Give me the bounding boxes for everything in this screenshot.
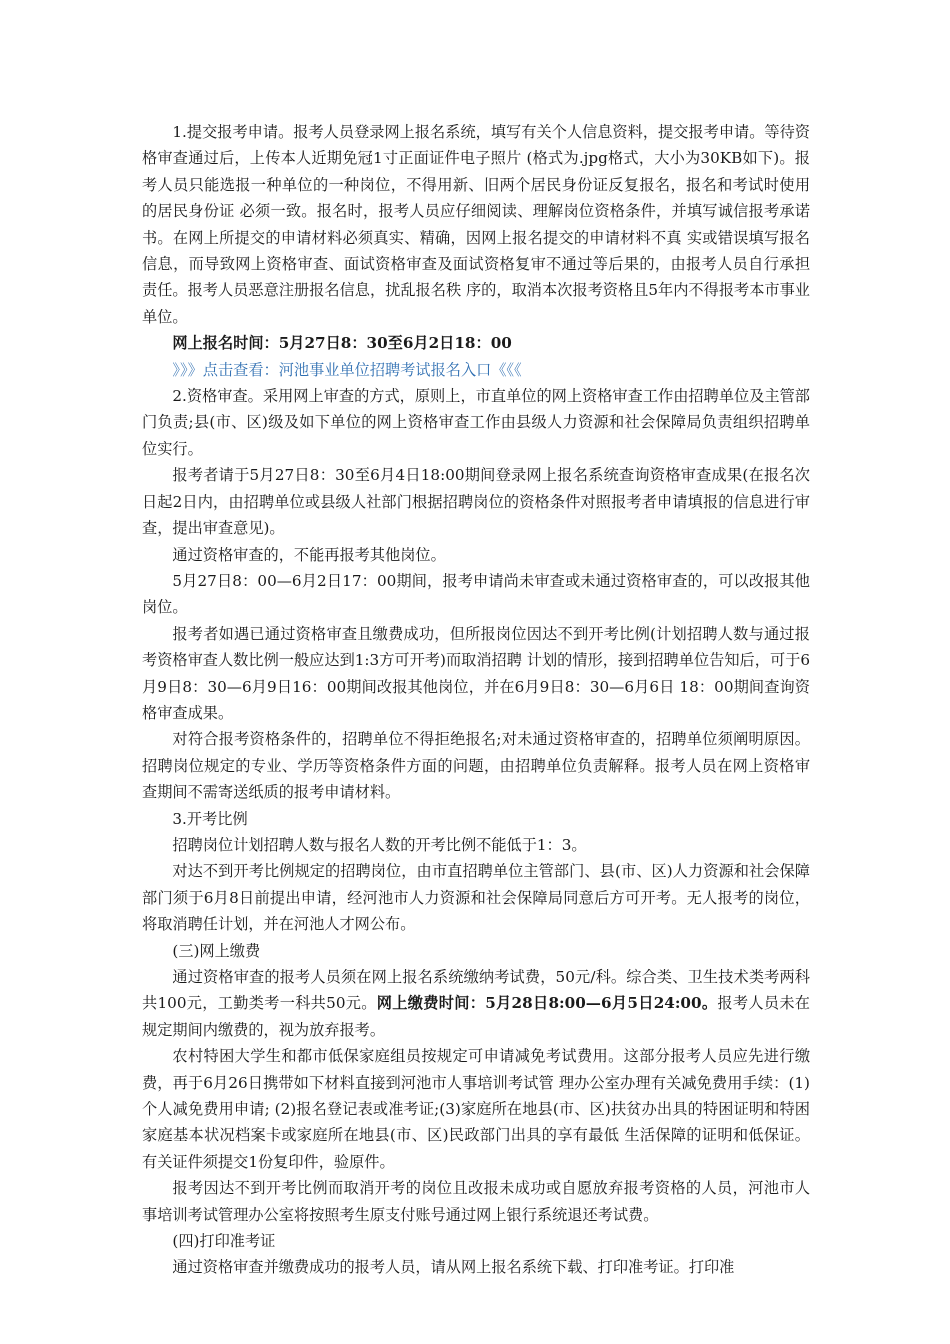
section-heading-exam-ratio: 3.开考比例 bbox=[172, 809, 248, 828]
document-body bbox=[142, 119, 810, 1281]
paragraph-no-reapply: 通过资格审查的，不能再报考其他岗位。 bbox=[172, 545, 446, 564]
paragraph-print-ticket: 通过资格审查并缴费成功的报考人员，请从网上报名系统下载、打印准考证。打印准 bbox=[172, 1258, 735, 1277]
paragraph-exam-ratio: 招聘岗位计划招聘人数与报名人数的开考比例不能低于1：3。 bbox=[172, 835, 587, 854]
paragraph-fee-reduction: 农村特困大学生和都市低保家庭组员按规定可申请减免考试费用。这部分报考人员应先进行缴费，再于6月26日携带如下材料直接到河池市人事培训考试管 理办公室办理有关减免费用手续：(1)个人减免费用申请; (2)报名登记表或准考证;(3)家庭所在地县(市、区)扶贫办出具的特困证明和特困家庭基本状况档案卡或家庭所在地县(市、区)民政部门出具的享有最低 生活保障的证明和低保证。有关证件须提交1份复印件，验原件。 bbox=[142, 1047, 810, 1171]
registration-entry-link[interactable]: 》》》点击查看：河池事业单位招聘考试报名入口《《《 bbox=[172, 360, 522, 379]
paragraph-change-position: 5月27日8：00—6月2日17：00期间，报考申请尚未审查或未通过资格审查的，可以改报其他岗位。 bbox=[142, 571, 810, 617]
paragraph-refund: 报考因达不到开考比例而取消开考的岗位且改报未成功或自愿放弃报考资格的人员，河池市人事培训考试管理办公室将按照考生原支付账号通过网上银行系统退还考试费。 bbox=[142, 1179, 810, 1224]
paragraph-payment bbox=[142, 964, 810, 1043]
paragraph-cancelled-position: 报考者如遇已通过资格审查且缴费成功，但所报岗位因达不到开考比例(计划招聘人数与通过报考资格审查人数比例一般应达到1:3方可开考)而取消招聘 计划的情形，接到招聘单位告知后，可于6月9日8：30—6月9日16：00期间改报其他岗位，并在6月9日8：30—6月6日 18：00期间查询资格审查成果。 bbox=[142, 624, 810, 722]
section-heading-online-payment: (三)网上缴费 bbox=[172, 941, 261, 960]
section-heading-admission-ticket: (四)打印准考证 bbox=[172, 1232, 276, 1251]
paragraph-submit-application: 1.提交报考申请。报考人员登录网上报名系统，填写有关个人信息资料，提交报考申请。等待资格审查通过后，上传本人近期免冠1寸正面证件电子照片 (格式为.jpg格式，大小为30KB如下)。报考人员只能选报一种单位的一种岗位，不得用新、旧两个居民身份证反复报名，报名和考试时使用的居民身份证 必须一致。报名时，报考人员应仔细阅读、理解岗位资格条件，并填写诚信报考承诺书。在网上所提交的申请材料必须真实、精确，因网上报名提交的申请材料不真 实或错误填写报名信息，而导致网上资格审查、面试资格审查及面试资格复审不通过等后果的，由报考人员自行承担责任。报考人员恶意注册报名信息，扰乱报名秩 序的，取消本次报考资格且5年内不得报考本市事业单位。 bbox=[142, 123, 810, 326]
paragraph-ratio-exception: 对达不到开考比例规定的招聘岗位，由市直招聘单位主管部门、县(市、区)人力资源和社会保障部门须于6月8日前提出申请，经河池市人力资源和社会保障局同意后方可开考。无人报考的岗位，将取消聘任计划，并在河池人才网公布。 bbox=[142, 862, 810, 934]
registration-time: 网上报名时间：5月27日8：30至6月2日18：00 bbox=[172, 334, 512, 353]
paragraph-review-result-query: 报考者请于5月27日8：30至6月4日18:00期间登录网上报名系统查询资格审查成果(在报名次日起2日内，由招聘单位或县级人社部门根据招聘岗位的资格条件对照报考者申请填报的信息进行审查，提出审查意见)。 bbox=[142, 466, 810, 538]
payment-time: 网上缴费时间：5月28日8:00—6月5日24:00。 bbox=[376, 994, 718, 1013]
payment-fee-text: 通过资格审查的报考人员须在网上报名系统缴纳考试费，50元/科。综合类、卫生技术类考两科共100元，工勤类考一科共50元。 bbox=[142, 968, 810, 1013]
paragraph-rejection-reason: 对符合报考资格条件的，招聘单位不得拒绝报名;对未通过资格审查的，招聘单位须阐明原因。招聘岗位规定的专业、学历等资格条件方面的问题，由招聘单位负责解释。报考人员在网上资格审查期间不需寄送纸质的报考申请材料。 bbox=[142, 730, 810, 802]
paragraph-qualification-review: 2.资格审查。采用网上审查的方式，原则上，市直单位的网上资格审查工作由招聘单位及主管部门负责;县(市、区)级及如下单位的网上资格审查工作由县级人力资源和社会保障局负责组织招聘单位实行。 bbox=[142, 387, 810, 458]
payment-deadline-note: 报考人员未在规定期间内缴费的，视为放弃报考。 bbox=[142, 994, 810, 1039]
